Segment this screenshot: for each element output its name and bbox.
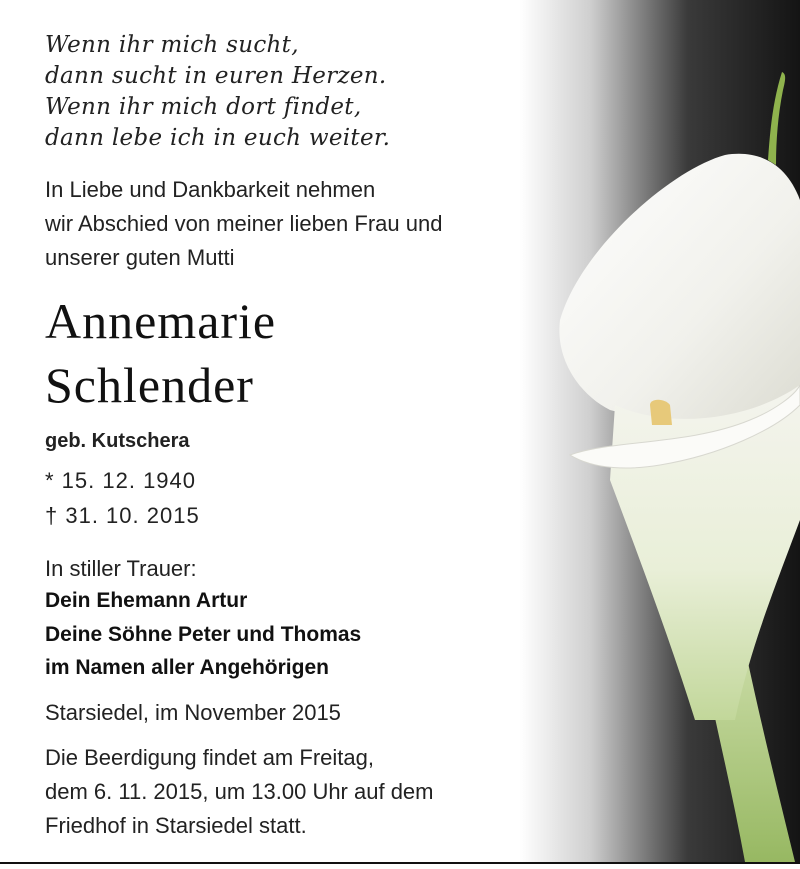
intro-line: unserer guten Mutti — [45, 245, 235, 270]
birth-date: * 15. 12. 1940 — [45, 468, 197, 493]
poem-line: Wenn ihr mich sucht, — [45, 32, 299, 58]
bottom-border — [0, 862, 800, 869]
death-date: † 31. 10. 2015 — [45, 503, 200, 528]
mourner-name: Deine Söhne Peter und Thomas — [45, 623, 362, 646]
mourner-name: im Namen aller Angehörigen — [45, 656, 329, 679]
place-date: Starsiedel, im November 2015 — [45, 700, 341, 725]
poem-line: Wenn ihr mich dort findet, — [45, 94, 362, 120]
maiden-name: geb. Kutschera — [45, 430, 190, 452]
poem-line: dann lebe ich in euch weiter. — [45, 125, 391, 151]
intro-line: wir Abschied von meiner lieben Frau und — [45, 211, 443, 236]
calla-lily-flower-icon — [520, 0, 800, 862]
poem-line: dann sucht in euren Herzen. — [45, 63, 387, 89]
mourners-heading: In stiller Trauer: — [45, 556, 197, 581]
mourner-name: Dein Ehemann Artur — [45, 589, 248, 612]
intro-line: In Liebe und Dankbarkeit nehmen — [45, 177, 376, 202]
funeral-line: dem 6. 11. 2015, um 13.00 Uhr auf dem — [45, 779, 434, 804]
deceased-first-name: Annemarie — [45, 293, 277, 349]
deceased-last-name: Schlender — [45, 357, 254, 413]
funeral-line: Die Beerdigung findet am Freitag, — [45, 745, 374, 770]
funeral-line: Friedhof in Starsiedel statt. — [45, 813, 307, 838]
